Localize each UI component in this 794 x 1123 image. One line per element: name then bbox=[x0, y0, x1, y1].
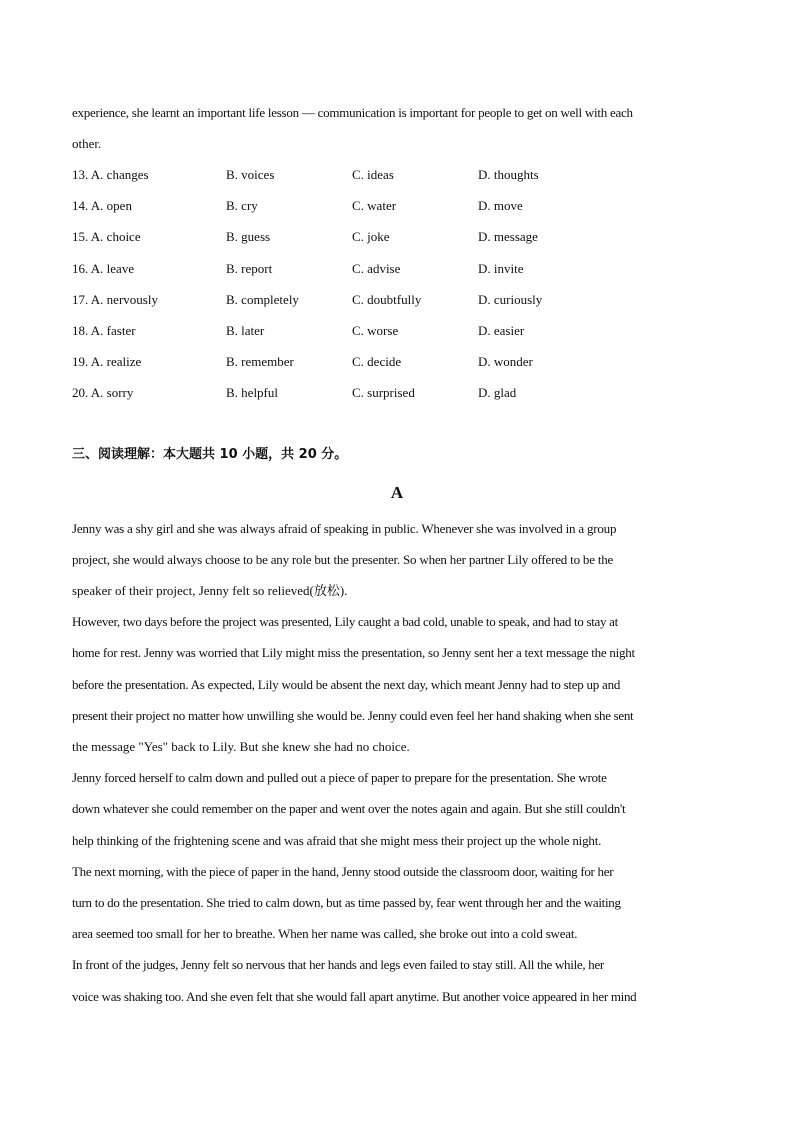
passage-line: However, two days before the project was presented, Lily caught a bad cold, unable to speak, and had to stay at bbox=[72, 614, 618, 629]
passage-line: voice was shaking too. And she even felt that she would fall apart anytime. But another voice appeared in her mind bbox=[72, 989, 637, 1004]
option-a: 13. A. changes bbox=[72, 167, 149, 182]
passage-title: A bbox=[390, 483, 404, 502]
passage-line: the message "Yes" back to Lily. But she knew she had no choice. bbox=[72, 739, 410, 754]
option-c: C. surprised bbox=[352, 385, 415, 400]
option-b: B. remember bbox=[226, 354, 294, 369]
passage-line: down whatever she could remember on the paper and went over the notes again and again. But she still couldn't bbox=[72, 801, 626, 816]
option-b: B. report bbox=[226, 261, 273, 276]
option-c: C. ideas bbox=[352, 167, 394, 182]
passage-line: before the presentation. As expected, Lily would be absent the next day, which meant Jenny had to step up and bbox=[72, 677, 621, 692]
option-b: B. completely bbox=[226, 292, 299, 307]
passage-line: speaker of their project, Jenny felt so relieved(放松). bbox=[72, 583, 348, 598]
option-row bbox=[72, 197, 772, 215]
passage-line: The next morning, with the piece of paper in the hand, Jenny stood outside the classroom door, waiting for her bbox=[72, 864, 614, 879]
passage-line: help thinking of the frightening scene and was afraid that she might mess their project up the whole night. bbox=[72, 833, 602, 848]
option-row bbox=[72, 166, 772, 184]
option-b: B. guess bbox=[226, 229, 271, 244]
option-row bbox=[72, 322, 772, 340]
option-b: B. cry bbox=[226, 198, 258, 213]
option-d: D. move bbox=[478, 198, 523, 213]
option-a: 18. A. faster bbox=[72, 323, 136, 338]
option-row bbox=[72, 384, 772, 402]
option-a: 19. A. realize bbox=[72, 354, 142, 369]
option-d: D. message bbox=[478, 229, 538, 244]
option-d: D. wonder bbox=[478, 354, 533, 369]
option-c: C. decide bbox=[352, 354, 402, 369]
passage-line: turn to do the presentation. She tried to calm down, but as time passed by, fear went through her and the waiting bbox=[72, 895, 621, 910]
option-d: D. glad bbox=[478, 385, 517, 400]
option-d: D. thoughts bbox=[478, 167, 539, 182]
option-b: B. later bbox=[226, 323, 265, 338]
option-c: C. worse bbox=[352, 323, 399, 338]
passage-line: Jenny forced herself to calm down and pulled out a piece of paper to prepare for the presentation. She wrote bbox=[72, 770, 607, 785]
option-a: 15. A. choice bbox=[72, 229, 141, 244]
passage-line: In front of the judges, Jenny felt so nervous that her hands and legs even failed to stay still. All the while, her bbox=[72, 957, 604, 972]
option-a: 20. A. sorry bbox=[72, 385, 134, 400]
option-d: D. curiously bbox=[478, 292, 543, 307]
option-row bbox=[72, 291, 772, 309]
option-a: 17. A. nervously bbox=[72, 292, 158, 307]
option-c: C. water bbox=[352, 198, 397, 213]
option-d: D. easier bbox=[478, 323, 525, 338]
option-b: B. helpful bbox=[226, 385, 278, 400]
passage-line: area seemed too small for her to breathe. When her name was called, she broke out into a cold sweat. bbox=[72, 926, 578, 941]
intro-line: experience, she learnt an important life lesson — communication is important for people to get on well with each bbox=[72, 105, 633, 120]
option-row bbox=[72, 353, 772, 371]
option-c: C. joke bbox=[352, 229, 390, 244]
option-c: C. doubtfully bbox=[352, 292, 422, 307]
option-row bbox=[72, 228, 772, 246]
section-title: 三、阅读理解：本大题共 10 小题，共 20 分。 bbox=[72, 447, 348, 462]
option-d: D. invite bbox=[478, 261, 524, 276]
option-row bbox=[72, 260, 772, 278]
option-c: C. advise bbox=[352, 261, 401, 276]
passage-line: home for rest. Jenny was worried that Lily might miss the presentation, so Jenny sent her a text message the night bbox=[72, 645, 635, 660]
passage-line: Jenny was a shy girl and she was always afraid of speaking in public. Whenever she was involved in a group bbox=[72, 521, 617, 536]
passage-line: present their project no matter how unwilling she would be. Jenny could even feel her hand shaking when she sent bbox=[72, 708, 634, 723]
intro-line: other. bbox=[72, 136, 102, 151]
option-b: B. voices bbox=[226, 167, 275, 182]
option-a: 14. A. open bbox=[72, 198, 132, 213]
option-a: 16. A. leave bbox=[72, 261, 135, 276]
passage-line: project, she would always choose to be any role but the presenter. So when her partner Lily offered to be the bbox=[72, 552, 614, 567]
